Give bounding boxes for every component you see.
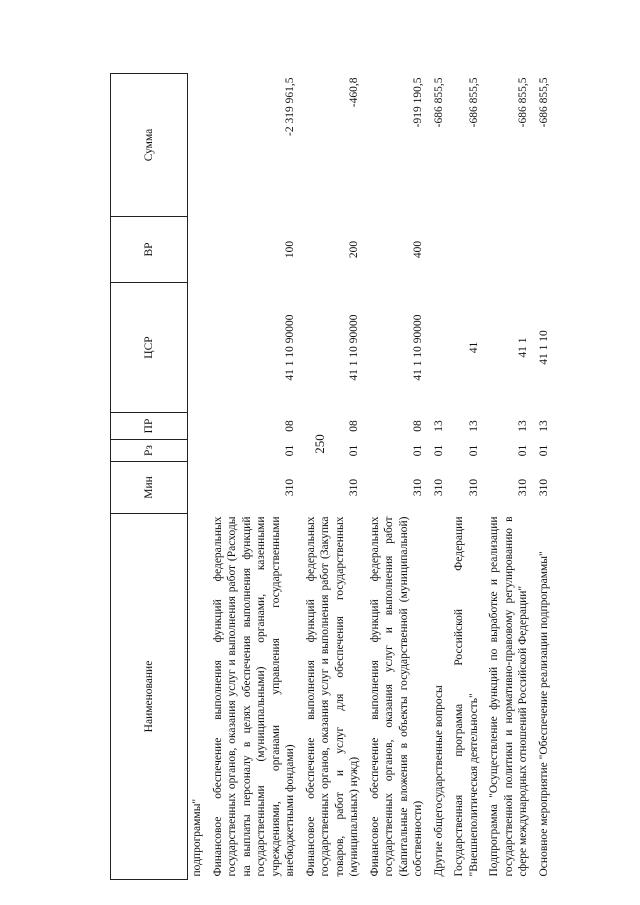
row-pr: 13 (432, 420, 445, 432)
table-row (302, 74, 366, 880)
row-rz: 01 (348, 444, 360, 457)
row-sum: -919 190,5 (412, 77, 424, 128)
header-rz: Рз (111, 440, 188, 462)
row-pr: 08 (412, 420, 424, 432)
row-min: 310 (348, 478, 360, 497)
row-name: Финансовое обеспечение выполнения функций федеральных государственных органов, оказания услуг и выполнения работ (Закупка товаров, работ и услуг для обеспечения государственных (муниципальных) нужд) (304, 516, 360, 877)
table-row (485, 74, 535, 880)
row-csr: 41 1 10 90000 (284, 314, 296, 381)
row-vr (188, 217, 209, 283)
row-sum: -2 319 961,5 (284, 77, 296, 136)
row-pr (188, 413, 209, 440)
header-min: Мин (111, 462, 188, 514)
table-row (188, 74, 209, 880)
row-min: 310 (412, 478, 424, 497)
row-csr (188, 283, 209, 413)
row-pr: 13 (467, 420, 480, 432)
row-vr: 400 (412, 240, 424, 259)
row-min: 310 (432, 478, 445, 497)
row-sum: -686 855,5 (432, 77, 445, 128)
row-pr: 08 (284, 420, 296, 432)
row-csr: 41 1 10 90000 (412, 314, 424, 381)
header-name: Наименование (111, 514, 188, 880)
row-csr: 41 1 (517, 337, 529, 358)
budget-table (110, 73, 555, 880)
row-min (188, 462, 209, 514)
row-name: Основное мероприятие "Обеспечение реализации подпрограммы" (537, 551, 550, 877)
row-name: Финансовое обеспечение выполнения функций федеральных государственных органов, оказания услуг и выполнения работ (Расходы на выплаты персоналу в целях обеспечения выполнения функций государственными (муниципальными) органами, казенными учреждениями, органами управления государственными внебюджетными фондами) (211, 516, 296, 877)
row-sum: -460,8 (348, 77, 360, 108)
table-row (535, 74, 556, 880)
row-pr: 08 (348, 420, 360, 432)
row-csr: 41 (467, 341, 480, 354)
row-vr (485, 217, 535, 283)
page-number-text: 250 (312, 434, 327, 454)
row-csr (430, 283, 451, 413)
row-vr (450, 217, 485, 283)
rotated-budget-table (110, 74, 592, 880)
row-sum: -686 855,5 (537, 77, 550, 128)
row-rz: 01 (467, 444, 480, 457)
row-rz: 01 (517, 444, 529, 457)
header-pr: ПР (111, 413, 188, 440)
header-vr: ВР (111, 217, 188, 283)
row-rz (188, 440, 209, 462)
row-rz: 01 (412, 444, 424, 457)
header-sum: Сумма (111, 74, 188, 217)
row-min: 310 (467, 478, 480, 497)
row-vr: 200 (348, 240, 360, 259)
row-name: Финансовое обеспечение выполнения функций федеральных государственных органов, оказания услуг и выполнения работ (Капитальные вложения в объекты государственной (муниципальной) собственности) (368, 516, 424, 877)
row-vr (535, 217, 556, 283)
row-name: Государственная программа Российской Федерации "Внешнеполитическая деятельность" (453, 516, 480, 877)
row-vr (430, 217, 451, 283)
row-name: Подпрограмма "Осуществление функций по выработке и реализации государственной политики и нормативно-правовому регулированию в сфере международных отношений Российской Федерации" (488, 516, 529, 877)
row-sum (188, 74, 209, 217)
table-row (366, 74, 430, 880)
row-pr: 13 (517, 420, 529, 432)
row-name: Другие общегосударственные вопросы (432, 685, 445, 877)
row-sum: -686 855,5 (467, 77, 480, 128)
row-min: 310 (284, 478, 296, 497)
row-vr: 100 (284, 240, 296, 259)
row-rz: 01 (537, 444, 550, 457)
row-min: 310 (517, 478, 529, 497)
table-row (209, 74, 302, 880)
row-min: 310 (537, 478, 550, 497)
header-csr: ЦСР (111, 283, 188, 413)
row-sum: -686 855,5 (517, 77, 529, 128)
table-row (430, 74, 451, 880)
table-header-row (111, 74, 188, 880)
table-row (450, 74, 485, 880)
row-rz: 01 (284, 444, 296, 457)
row-csr: 41 1 10 (537, 330, 550, 365)
row-csr: 41 1 10 90000 (348, 314, 360, 381)
row-name: подпрограммы" (191, 798, 203, 877)
row-pr: 13 (537, 420, 550, 432)
row-rz: 01 (432, 444, 445, 457)
